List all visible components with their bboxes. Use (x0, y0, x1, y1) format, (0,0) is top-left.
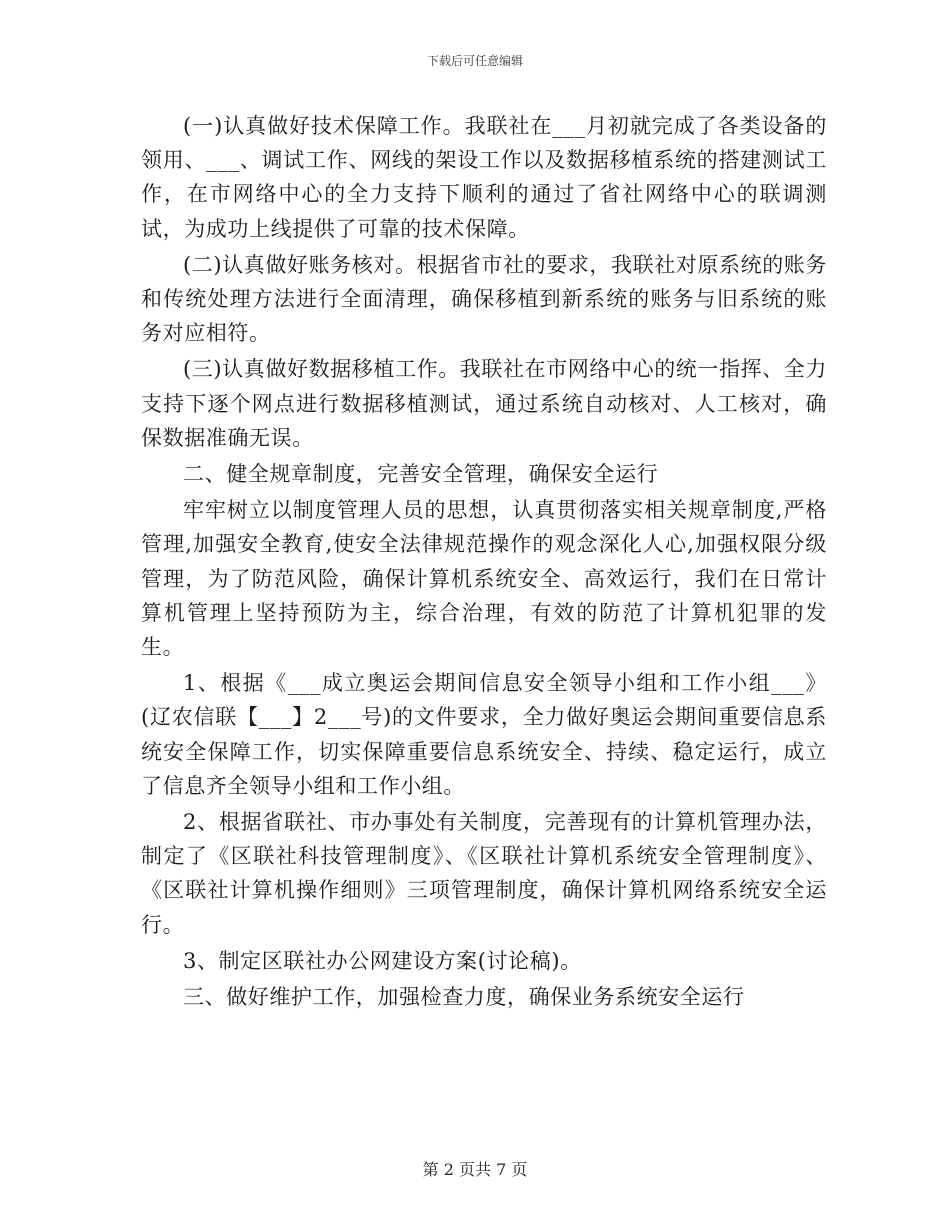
section-heading-rules: 二、健全规章制度，完善安全管理，确保安全运行 (183, 462, 659, 487)
document-body (141, 109, 827, 1014)
page-header: 下载后可任意编辑 (426, 54, 523, 68)
section-heading-maintenance: 三、做好维护工作，加强检查力度，确保业务系统安全运行 (183, 985, 745, 1010)
page-number: 第 2 页共 7 页 (422, 1160, 528, 1179)
paragraph-account-check: (二)认真做好账务核对。根据省市社的要求，我联社对原系统的账务和传统处理方法进行全面清理，确保移植到新系统的账务与旧系统的账务对应相符。 (141, 252, 827, 346)
paragraph-item-3: 3、制定区联社办公网建设方案(讨论稿)。 (183, 948, 582, 973)
paragraph-item-1: 1、根据《___成立奥运会期间信息安全领导小组和工作小组___》(辽农信联【___】2___号)的文件要求，全力做好奥运会期间重要信息系统安全保障工作，切实保障重要信息系统安全、持续、稳定运行，成立了信息齐全领导小组和工作小组。 (141, 671, 827, 798)
paragraph-rules-management: 牢牢树立以制度管理人员的思想，认真贯彻落实相关规章制度,严格管理,加强安全教育,使安全法律规范操作的观念深化人心,加强权限分级管理，为了防范风险，确保计算机系统安全、高效运行，我们在日常计算机管理上坚持预防为主，综合治理，有效的防范了计算机犯罪的发生。 (141, 498, 827, 660)
paragraph-item-2: 2、根据省联社、市办事处有关制度，完善现有的计算机管理办法，制定了《区联社科技管理制度》、《区联社计算机系统安全管理制度》、《区联社计算机操作细则》三项管理制度，确保计算机网络系统安全运行。 (141, 810, 827, 937)
paragraph-technical-support: (一)认真做好技术保障工作。我联社在___月初就完成了各类设备的领用、___、调试工作、网线的架设工作以及数据移植系统的搭建测试工作，在市网络中心的全力支持下顺利的通过了省社网络中心的联调测试，为成功上线提供了可靠的技术保障。 (141, 114, 827, 241)
paragraph-data-migration: (三)认真做好数据移植工作。我联社在市网络中心的统一指挥、全力支持下逐个网点进行数据移植测试，通过系统自动核对、人工核对，确保数据准确无误。 (141, 357, 827, 450)
